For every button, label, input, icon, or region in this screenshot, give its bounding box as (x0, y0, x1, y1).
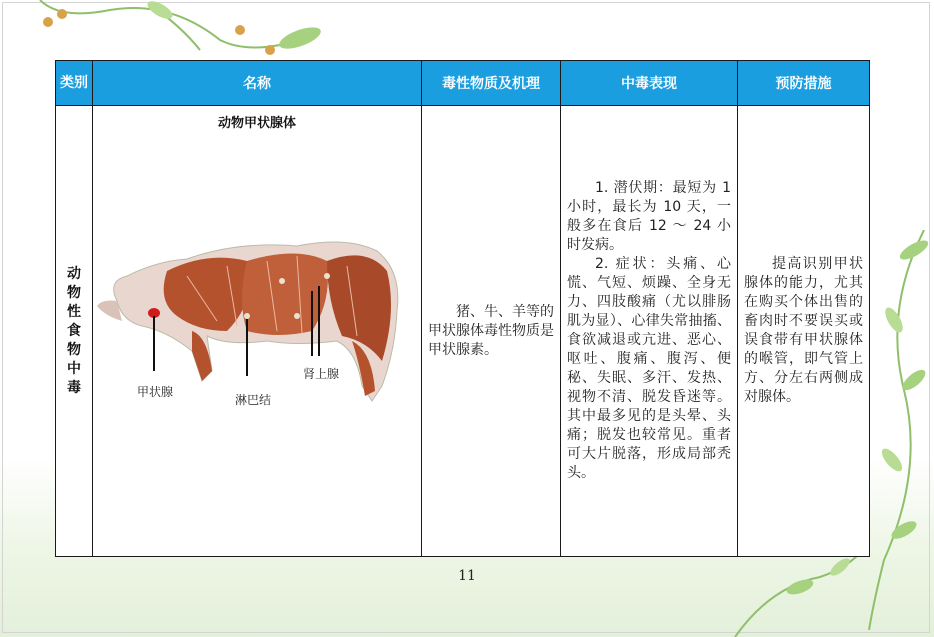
category-char: 食 (67, 322, 81, 339)
label-lymph-node: 淋巴结 (235, 393, 272, 407)
header-prevention: 预防措施 (738, 61, 870, 106)
label-thyroid: 甲状腺 (137, 385, 174, 399)
category-char: 性 (67, 303, 81, 320)
header-toxin: 毒性物质及机理 (422, 61, 561, 106)
name-cell (93, 106, 422, 557)
poisoning-table (55, 60, 870, 557)
header-category: 类别 (56, 61, 93, 106)
label-adrenal: 肾上腺 (303, 367, 340, 381)
vine-decoration-bottom (730, 547, 870, 637)
category-cell (56, 106, 93, 557)
pig-anatomy-illustration (97, 221, 417, 441)
branch-decoration-top (0, 0, 340, 60)
category-char: 物 (67, 284, 81, 301)
header-name: 名称 (93, 61, 422, 106)
image-title: 动物甲状腺体 (217, 116, 296, 131)
prevention-text: 提高识别甲状腺体的能力，尤其在购买个体出售的畜肉时不要误买或误食带有甲状腺体的喉管，即气管上方、分左右两侧成对腺体。 (744, 256, 863, 405)
toxin-cell (422, 106, 561, 557)
symptoms-cell (561, 106, 738, 557)
page-number: 11 (458, 568, 476, 584)
category-char: 动 (67, 265, 81, 282)
category-char: 物 (67, 341, 81, 358)
table-row (56, 106, 870, 557)
prevention-cell (738, 106, 870, 557)
symptoms-paragraph: 1. 潜伏期：最短为 1 小时，最长为 10 天，一般多在食后 12 ～ 24 小时发病。 (567, 180, 731, 253)
symptoms-text (561, 179, 737, 483)
symptoms-paragraph: 2. 症状：头痛、心慌、气短、烦躁、全身无力、四肢酸痛（尤以腓肠肌为显）、心律失常抽搐、食欲减退或亢进、恶心、呕吐、腹痛、腹泻、便秘、失眠、多汗、发热、视物不清、脱发昏迷等。其中最多见的是头晕、头痛；脱发也较常见。重者可大片脱落，形成局部秃头。 (567, 256, 731, 481)
category-char: 毒 (67, 379, 81, 396)
table-header-row (56, 61, 870, 106)
category-char: 中 (67, 360, 81, 377)
header-symptoms: 中毒表现 (561, 61, 738, 106)
toxin-text: 猪、牛、羊等的甲状腺体毒性物质是甲状腺素。 (428, 303, 554, 358)
